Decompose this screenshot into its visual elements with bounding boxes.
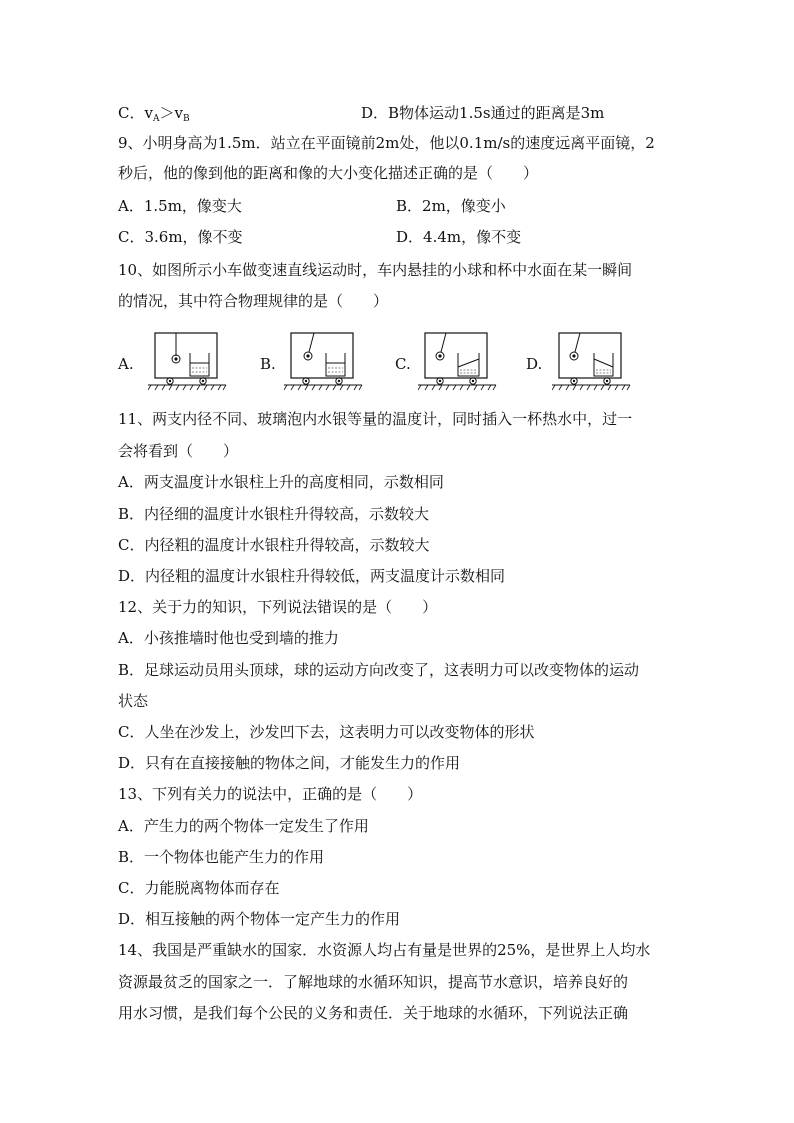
q13-stem: 13、下列有关力的说法中，正确的是（ ） — [118, 785, 423, 803]
figure-label-b: B. — [260, 355, 276, 373]
q12-option-a: A．小孩推墙时他也受到墙的推力 — [118, 629, 339, 647]
cart-figure-b — [284, 330, 364, 392]
q9-stem-line1: 9、小明身高为1.5m．站立在平面镜前2m处，他以0.1m/s的速度远离平面镜，2 — [118, 134, 655, 152]
cart-figure-d — [552, 330, 632, 392]
q14-stem-line1: 14、我国是严重缺水的国家．水资源人均占有量是世界的25%，是世界上人均水 — [118, 941, 651, 959]
figure-label-d: D. — [526, 355, 543, 373]
q13-option-d: D．相互接触的两个物体一定产生力的作用 — [118, 910, 401, 928]
cart-figure-a — [148, 330, 228, 392]
q10-figure-row — [118, 330, 638, 392]
q12-option-b-line1: B．足球运动员用头顶球，球的运动方向改变了，这表明力可以改变物体的运动 — [118, 661, 640, 679]
q13-option-a: A．产生力的两个物体一定发生了作用 — [118, 817, 369, 835]
q12-stem: 12、关于力的知识，下列说法错误的是（ ） — [118, 598, 438, 616]
q11-stem-line1: 11、两支内径不同、玻璃泡内水银等量的温度计，同时插入一杯热水中，过一 — [118, 410, 633, 428]
q14-stem-line3: 用水习惯，是我们每个公民的义务和责任．关于地球的水循环，下列说法正确 — [118, 1004, 629, 1022]
q9-option-d: D．4.4m，像不变 — [396, 228, 522, 246]
figure-label-a: A. — [118, 355, 134, 373]
q13-option-b: B．一个物体也能产生力的作用 — [118, 848, 325, 866]
q14-stem-line2: 资源最贫乏的国家之一．了解地球的水循环知识，提高节水意识，培养良好的 — [118, 973, 629, 991]
q11-stem-line2: 会将看到（ ） — [118, 442, 239, 460]
q9-option-b: B．2m，像变小 — [396, 197, 506, 215]
q11-option-a: A．两支温度计水银柱上升的高度相同，示数相同 — [118, 473, 444, 491]
q8-option-c: C．$v_A>v_B$ — [118, 104, 190, 124]
q9-stem-line2: 秒后，他的像到他的距离和像的大小变化描述正确的是（ ） — [118, 164, 539, 182]
q10-stem-line1: 10、如图所示小车做变速直线运动时，车内悬挂的小球和杯中水面在某一瞬间 — [118, 261, 633, 279]
q12-option-b-line2: 状态 — [118, 692, 149, 710]
q8-option-d: D．B物体运动1.5s通过的距离是3m — [361, 104, 605, 122]
q12-option-d: D．只有在直接接触的物体之间，才能发生力的作用 — [118, 754, 461, 772]
q10-stem-line2: 的情况，其中符合物理规律的是（ ） — [118, 292, 389, 310]
figure-label-c: C. — [395, 355, 411, 373]
q11-option-b: B．内径细的温度计水银柱升得较高，示数较大 — [118, 505, 430, 523]
q13-option-c: C．力能脱离物体而存在 — [118, 879, 280, 897]
q11-option-d: D．内径粗的温度计水银柱升得较低，两支温度计示数相同 — [118, 567, 506, 585]
cart-figure-c — [418, 330, 498, 392]
q12-option-c: C．人坐在沙发上，沙发凹下去，这表明力可以改变物体的形状 — [118, 723, 535, 741]
q11-option-c: C．内径粗的温度计水银柱升得较高，示数较大 — [118, 536, 430, 554]
q9-option-a: A．1.5m，像变大 — [118, 197, 242, 215]
q9-option-c: C．3.6m，像不变 — [118, 228, 243, 246]
